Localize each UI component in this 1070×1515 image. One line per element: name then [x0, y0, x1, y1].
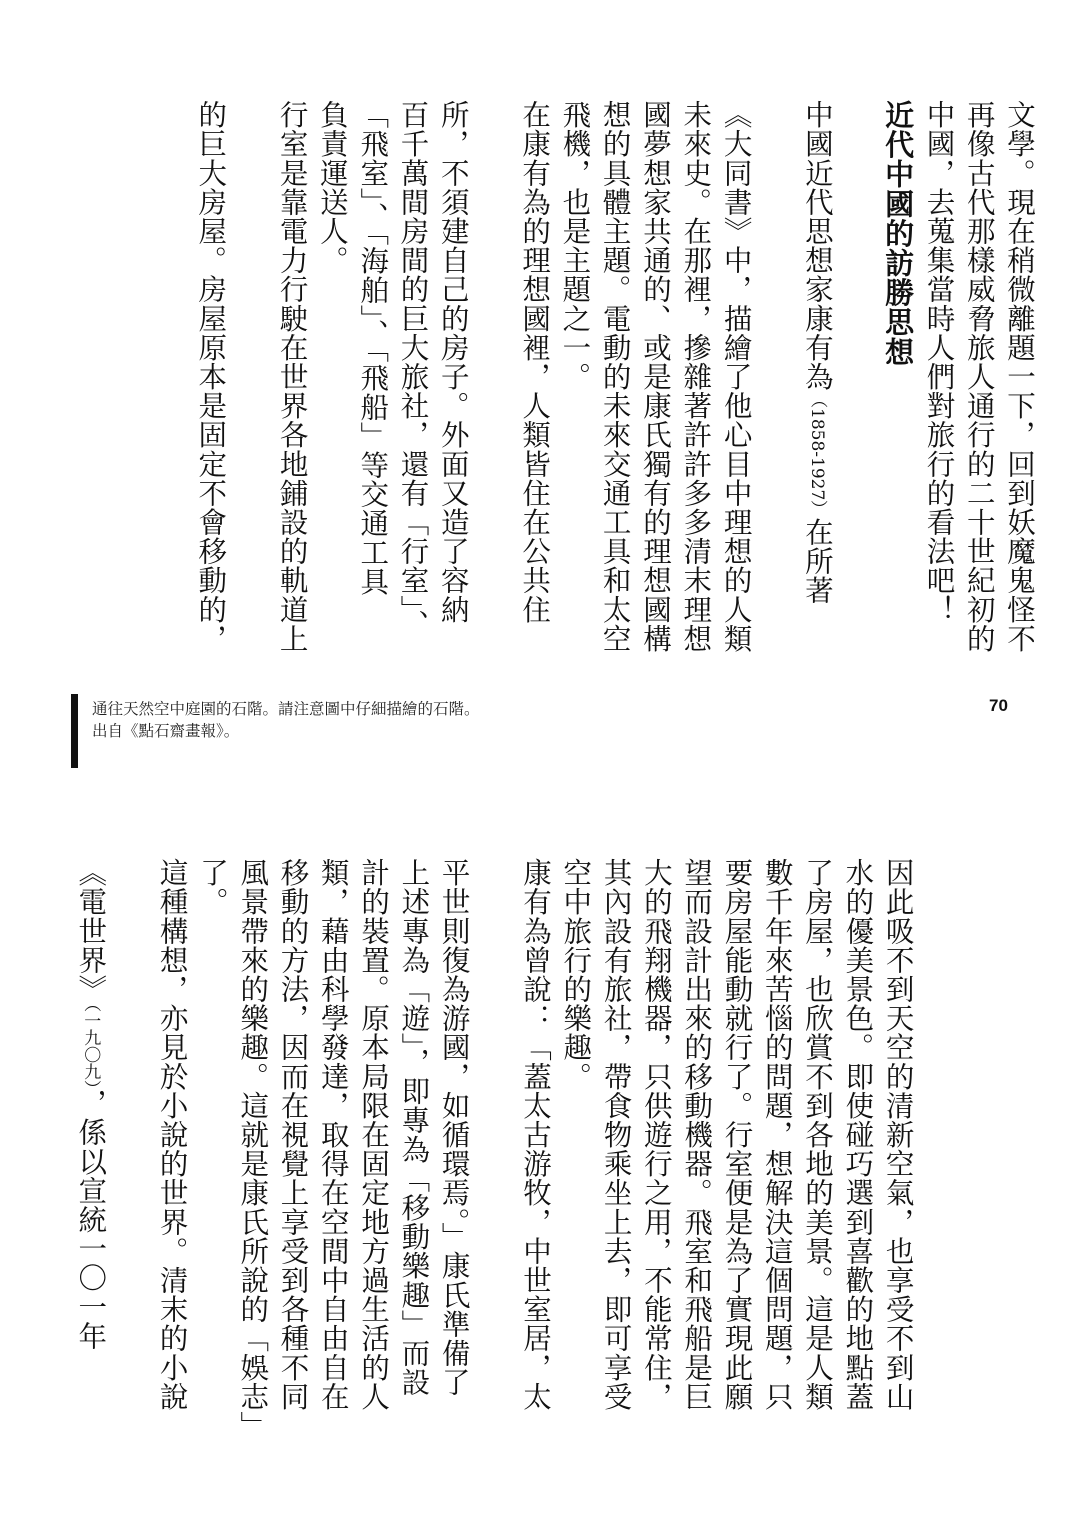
text-line: 其內設有旅社，帶食物乘坐上去，即可享受 — [599, 858, 633, 1411]
text-line: 國夢想家共通的、或是康氏獨有的理想國構 — [638, 100, 672, 653]
text-line: 移動的方法，因而在視覺上享受到各種不同 — [276, 858, 310, 1411]
text-line: 行室是靠電力行駛在世界各地鋪設的軌道上 — [275, 100, 309, 653]
text-line: 類，藉由科學發達，取得在空間中自由自在 — [316, 858, 350, 1411]
text-line: 中國近代思想家康有為（1858-1927）在所著 — [800, 100, 834, 605]
text-line: 風景帶來的樂趣。這就是康氏所說的「娛志」 — [236, 858, 270, 1440]
text-line: 中國，去蒐集當時人們對旅行的看法吧！ — [922, 100, 956, 624]
text-line: 的巨大房屋。房屋原本是固定不會移動的， — [194, 100, 228, 653]
top-text-block — [190, 100, 1039, 653]
year-note: （一九〇九） — [80, 1003, 101, 1089]
text-line: 因此吸不到天空的清新空氣，也享受不到山 — [881, 858, 915, 1411]
text-line: 飛機，也是主題之一。 — [558, 100, 592, 391]
text-line: 「飛室」、「海舶」、「飛船」等交通工具 — [356, 100, 390, 596]
caption-line: 通往天然空中庭園的石階。請注意圖中仔細描繪的石階。 — [92, 700, 480, 718]
section-heading: 近代中國的訪勝思想 — [881, 100, 916, 367]
text-line: 了房屋，也欣賞不到各地的美景。這是人類 — [801, 858, 835, 1411]
text-line: 數千年來苦惱的問題，想解決這個問題，只 — [760, 858, 794, 1411]
text-line: 康有為曾說：「蓋太古游牧，中世室居，太 — [518, 858, 552, 1411]
text-line: 百千萬間房間的巨大旅社，還有「行室」、 — [396, 100, 430, 639]
bottom-text-block — [70, 858, 918, 1440]
text-line: 在康有為的理想國裡，人類皆住在公共住 — [518, 100, 552, 624]
text-line: 這種構想，亦見於小說的世界。清末的小說 — [155, 858, 189, 1411]
text-line: 《電世界》（一九〇九），係以宣統一〇一年 — [74, 858, 108, 1351]
text-line: 《大同書》中，描繪了他心目中理想的人類 — [719, 100, 753, 653]
text-line: 大的飛翔機器，只供遊行之用，不能常住， — [639, 858, 673, 1411]
lifespan-note: （1858-1927） — [806, 391, 827, 518]
text-line: 想的具體主題。電動的未來交通工具和太空 — [598, 100, 632, 653]
text-line: 計的裝置。原本局限在固定地方過生活的人 — [357, 858, 391, 1411]
text-line: 再像古代那樣威脅旅人通行的二十世紀初的 — [962, 100, 996, 653]
text-line: 要房屋能動就行了。行室便是為了實現此願 — [720, 858, 754, 1411]
text-line: 文學。現在稍微離題一下，回到妖魔鬼怪不 — [1003, 100, 1037, 653]
caption-bar — [71, 694, 78, 768]
text-line: 水的優美景色。即使碰巧選到喜歡的地點蓋 — [841, 858, 875, 1411]
text-line: 望而設計出來的移動機器。飛室和飛船是巨 — [680, 858, 714, 1411]
figure-caption — [92, 698, 480, 742]
caption-line: 出自《點石齋畫報》。 — [92, 722, 240, 740]
text-line: 負責運送人。 — [315, 100, 349, 275]
text-line: 空中旅行的樂趣。 — [559, 858, 593, 1091]
page-number: 70 — [989, 696, 1008, 715]
text-line: 所，不須建自己的房子。外面又造了容納 — [436, 100, 470, 624]
text-line: 未來史。在那裡，摻雜著許許多多清末理想 — [679, 100, 713, 653]
text-line: 上述專為「遊」，即專為「移動樂趣」而設 — [397, 858, 431, 1397]
text-line: 了。 — [195, 858, 229, 917]
text-line: 平世則復為游國，如循環焉。」康氏準備了 — [437, 858, 471, 1397]
